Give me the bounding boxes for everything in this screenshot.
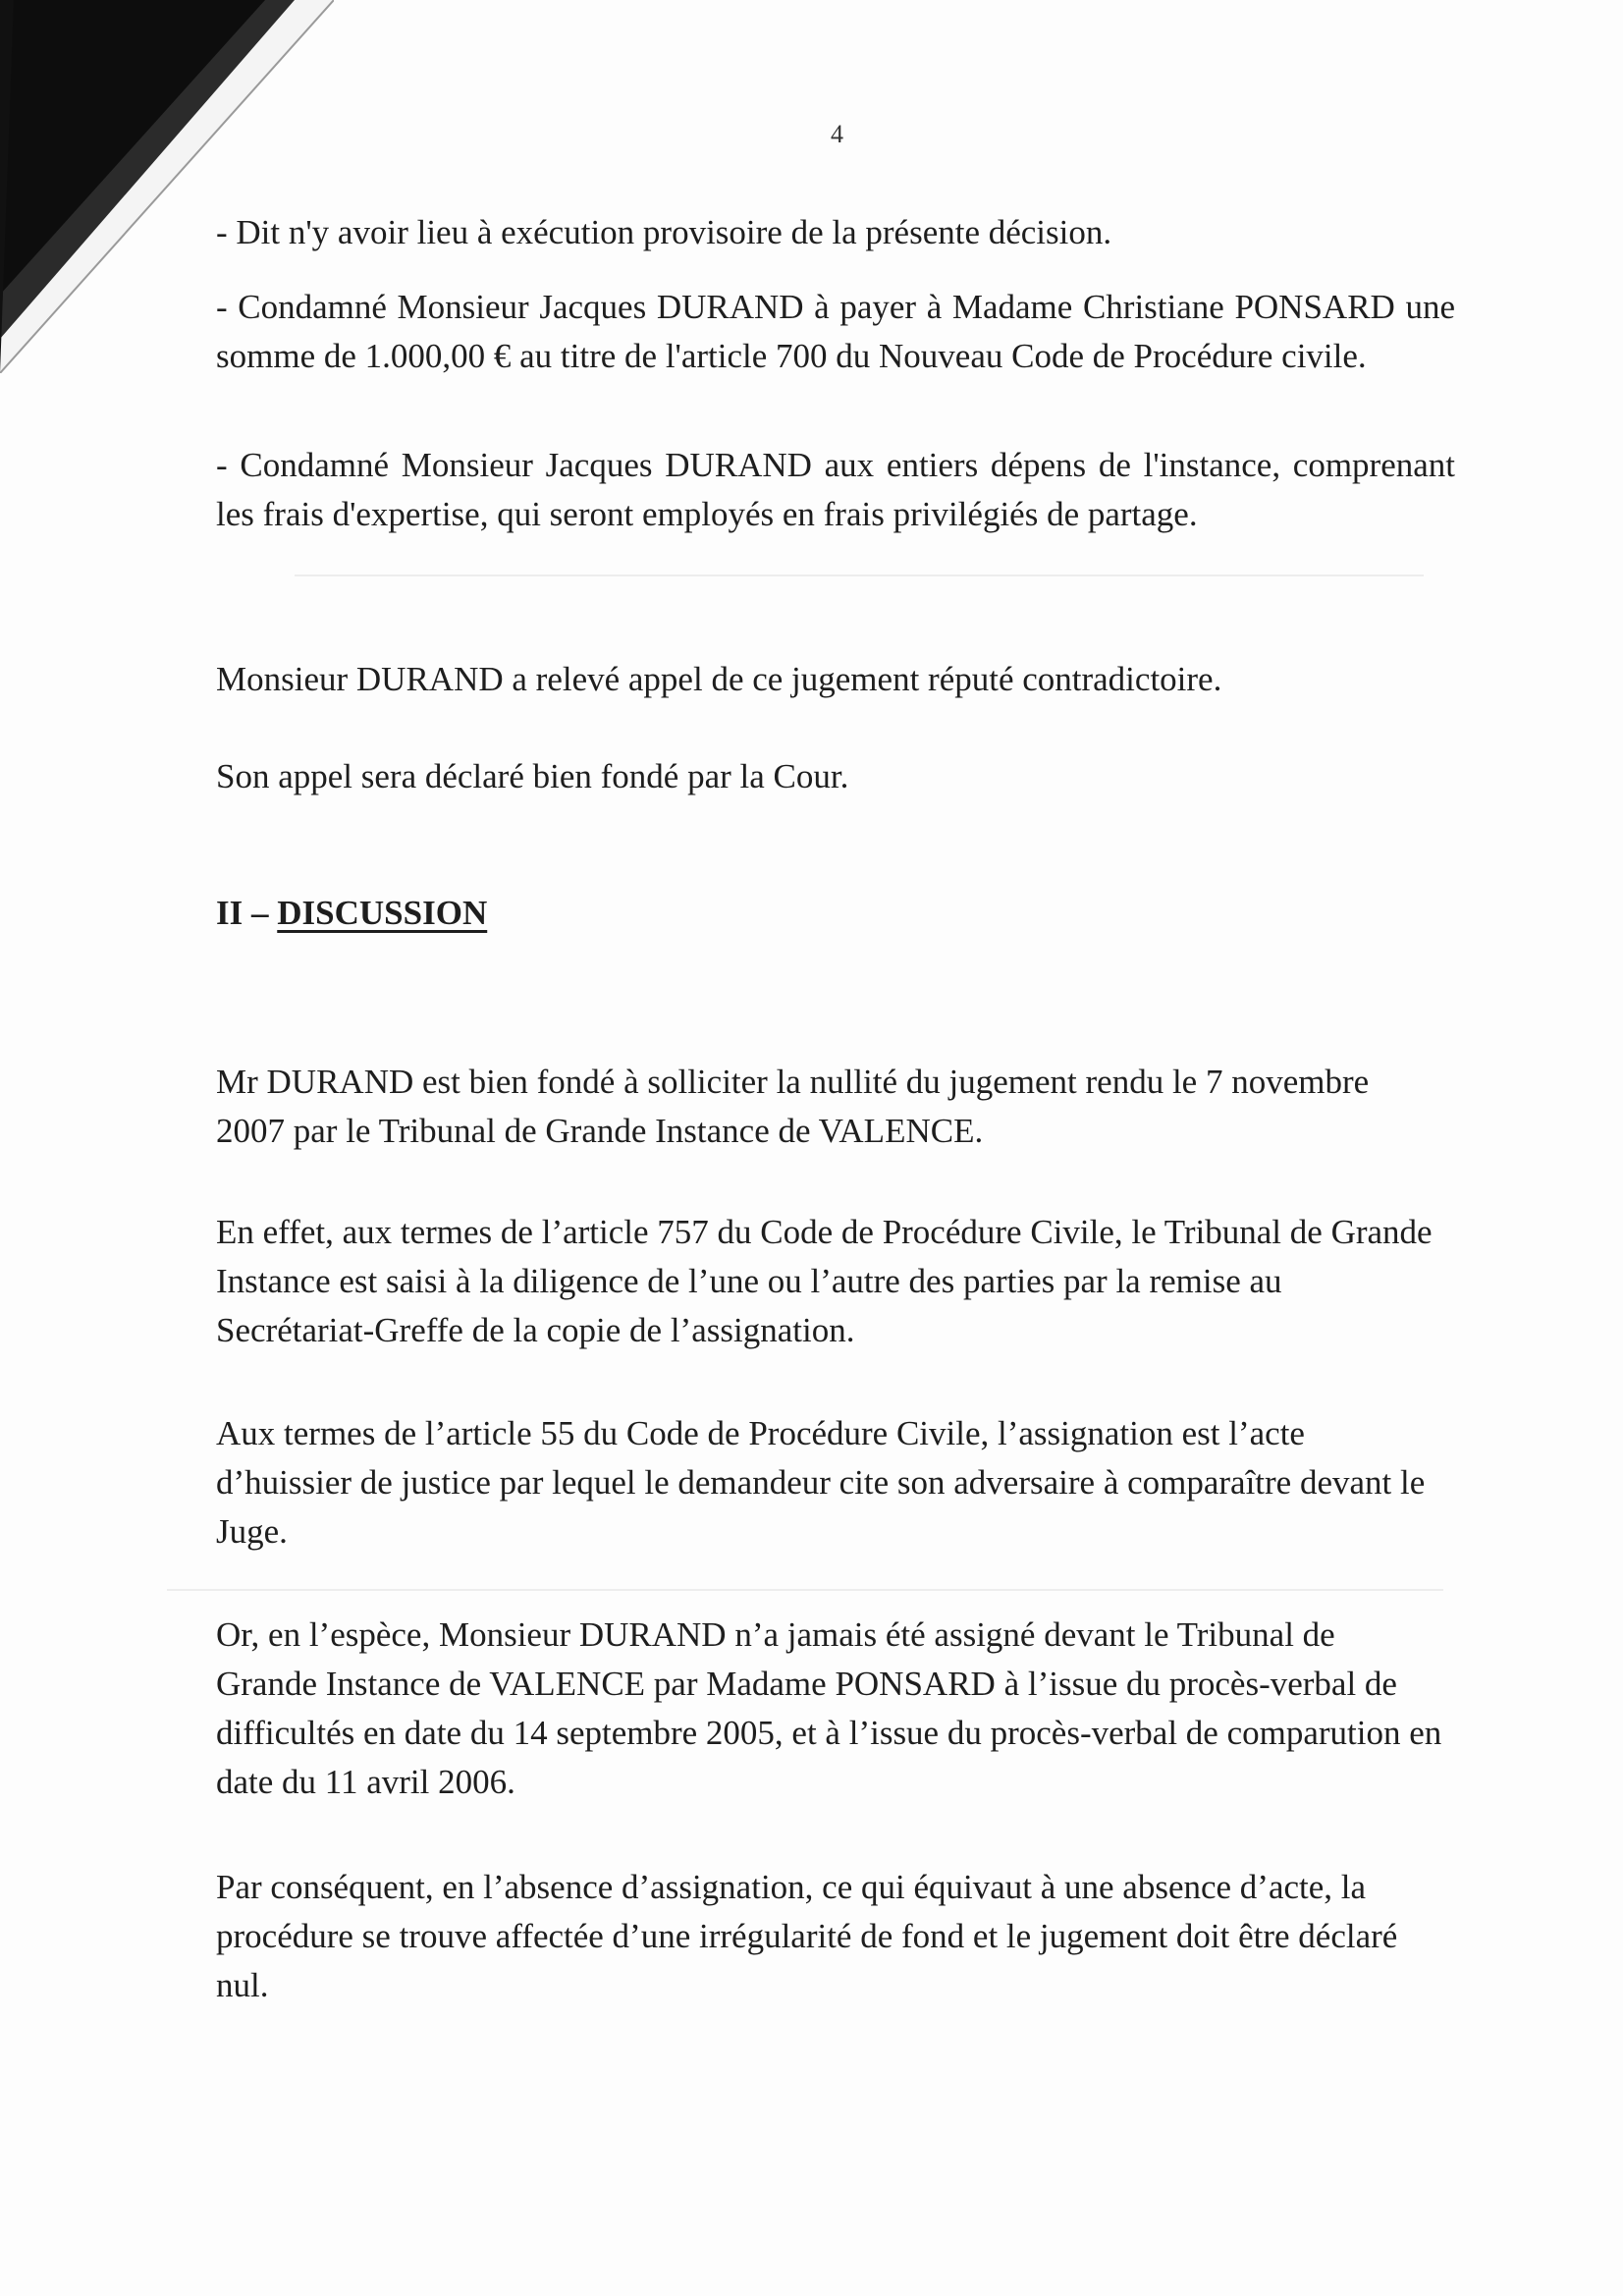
- section-heading: [216, 894, 487, 933]
- scan-artifact: [167, 1589, 1443, 1591]
- body-paragraph: Or, en l’espèce, Monsieur DURAND n’a jamais été assigné devant le Tribunal de Grande Instance de VALENCE par Madame PONSARD à l’issue du procès-verbal de difficultés en date du 14 septembre 2005, et à l’issue du procès-verbal de comparution en date du 11 avril 2006.: [216, 1615, 1442, 1801]
- list-item: - Condamné Monsieur Jacques DURAND à payer à Madame Christiane PONSARD une somme de 1.000,00 € au titre de l'article 700 du Nouveau Code de Procédure civile.: [216, 288, 1455, 375]
- body-paragraph: Aux termes de l’article 55 du Code de Procédure Civile, l’assignation est l’acte d’huissier de justice par lequel le demandeur cite son adversaire à comparaître devant le Juge.: [216, 1414, 1426, 1551]
- body-paragraph: Mr DURAND est bien fondé à solliciter la nullité du jugement rendu le 7 novembre 2007 par le Tribunal de Grande Instance de VALENCE.: [216, 1063, 1370, 1150]
- section-number: II –: [216, 894, 278, 932]
- body-paragraph: Par conséquent, en l’absence d’assignation, ce qui équivaut à une absence d’acte, la procédure se trouve affectée d’une irrégularité de fond et le jugement doit être déclaré nul.: [216, 1868, 1398, 2004]
- appeal-outcome-paragraph: Son appel sera déclaré bien fondé par la Cour.: [216, 757, 849, 795]
- section-title: DISCUSSION: [277, 894, 488, 932]
- body-paragraph: En effet, aux termes de l’article 757 du Code de Procédure Civile, le Tribunal de Grande Instance est saisi à la diligence de l’une ou l’autre des parties par la remise au Secrétariat-Greffe de la copie de l’assignation.: [216, 1213, 1433, 1349]
- scan-artifact: [295, 574, 1424, 576]
- appeal-paragraph: Monsieur DURAND a relevé appel de ce jugement réputé contradictoire.: [216, 660, 1222, 698]
- list-item: - Dit n'y avoir lieu à exécution provisoire de la présente décision.: [216, 213, 1112, 251]
- page-number: 4: [831, 120, 843, 148]
- list-item: - Condamné Monsieur Jacques DURAND aux entiers dépens de l'instance, comprenant les frais d'expertise, qui seront employés en frais privilégiés de partage.: [216, 446, 1455, 533]
